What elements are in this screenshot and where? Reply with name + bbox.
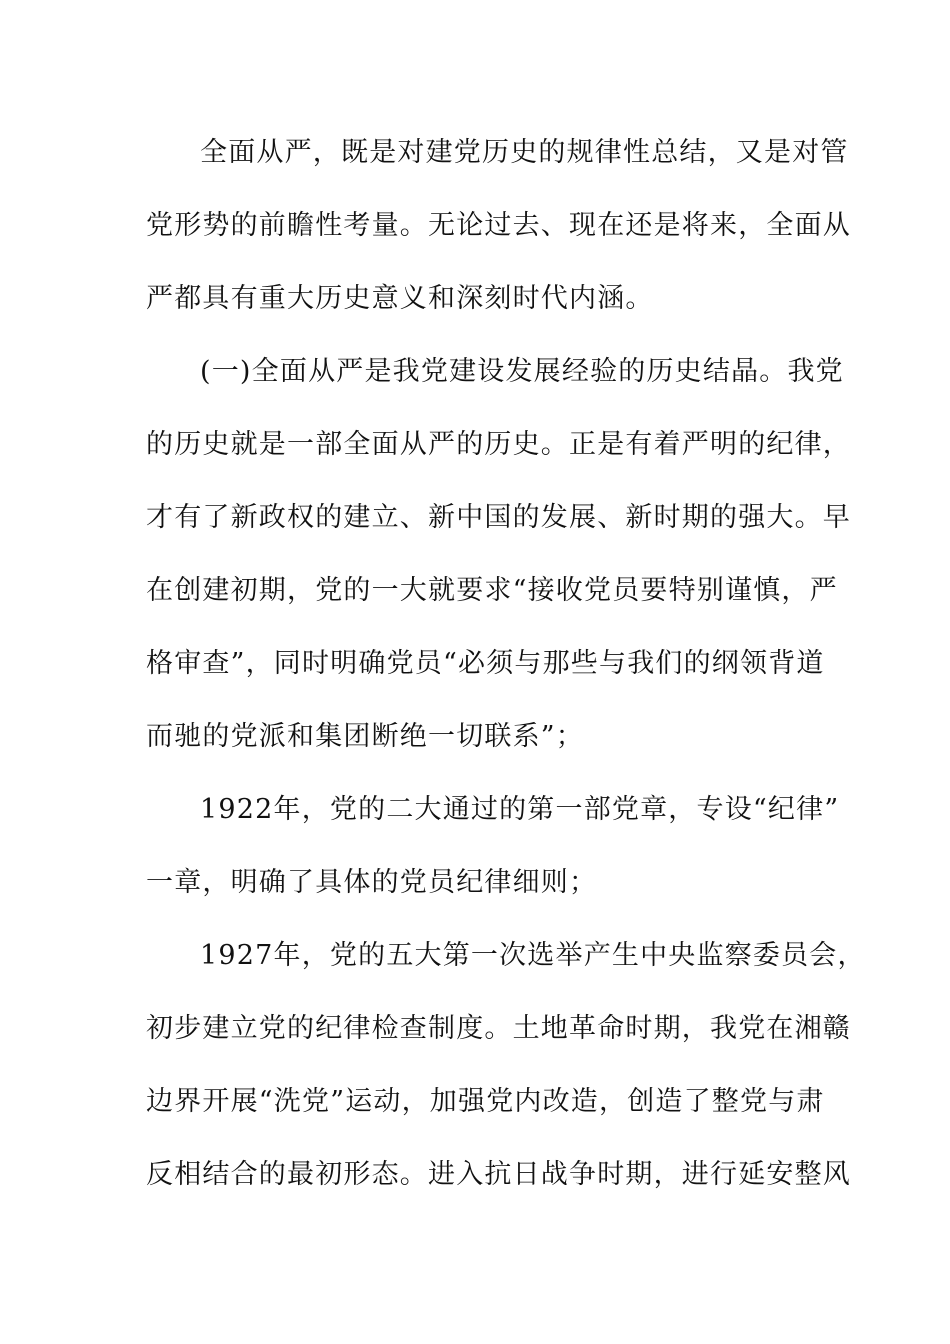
paragraph-line: 严都具有重大历史意义和深刻时代内涵。 xyxy=(146,283,654,314)
paragraph-line: 格审查”，同时明确党员“必须与那些与我们的纲领背道 xyxy=(146,648,825,679)
document-body xyxy=(146,130,866,1225)
paragraph-line: 边界开展“洗党”运动，加强党内改造，创造了整党与肃 xyxy=(146,1086,825,1117)
paragraph-line: (一)全面从严是我党建设发展经验的历史结晶。我党 xyxy=(200,356,844,387)
paragraph-line: 党形势的前瞻性考量。无论过去、现在还是将来，全面从 xyxy=(146,210,851,241)
paragraph-line: 反相结合的最初形态。进入抗日战争时期，进行延安整风 xyxy=(146,1159,851,1190)
paragraph-line: 在创建初期，党的一大就要求“接收党员要特别谨慎，严 xyxy=(146,575,838,606)
paragraph-line: 才有了新政权的建立、新中国的发展、新时期的强大。早 xyxy=(146,502,851,533)
paragraph-line: 全面从严，既是对建党历史的规律性总结，又是对管 xyxy=(200,137,849,168)
paragraph-line: 初步建立党的纪律检查制度。土地革命时期，我党在湘赣 xyxy=(146,1013,851,1044)
paragraph-line: 一章，明确了具体的党员纪律细则； xyxy=(146,867,598,898)
paragraph-line: 1922年，党的二大通过的第一部党章，专设“纪律” xyxy=(200,794,840,825)
paragraph-line: 1927年，党的五大第一次选举产生中央监察委员会， xyxy=(200,940,866,971)
paragraph-line: 的历史就是一部全面从严的历史。正是有着严明的纪律， xyxy=(146,429,851,460)
paragraph-line: 而驰的党派和集团断绝一切联系”； xyxy=(146,721,585,752)
